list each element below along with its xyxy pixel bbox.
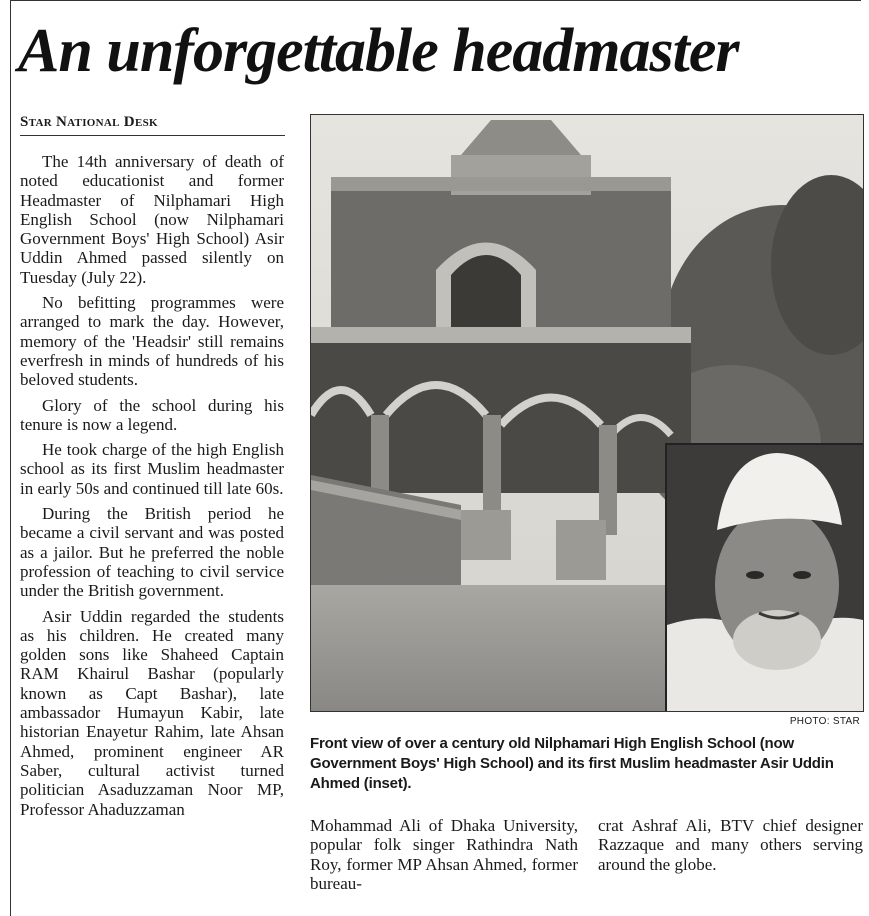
article-headline: An unforgettable headmaster <box>18 17 739 85</box>
left-rule <box>10 0 11 916</box>
paragraph: Asir Uddin regarded the students as his children. He created many golden sons like Shaheed Captain RAM Khairul Bashar (popularly known as Capt Bashar), late ambassador Humayun Kabir, late historian Enayetur Rahim, late Ahsan Ahmed, prominent engineer AR Saber, cultural activist turned politician Asaduzzaman Noor MP, Professor Ahaduzzaman <box>20 606 284 819</box>
top-rule <box>10 0 861 1</box>
paragraph: crat Ashraf Ali, BTV chief designer Razzaque and many others serving around the globe. <box>598 816 863 874</box>
article-body-column-3 <box>598 816 863 912</box>
paragraph: During the British period he became a civil servant and was posted as a jailor. But he preferred the noble profession of teaching to civil service under the British government. <box>20 504 284 601</box>
photo-caption: Front view of over a century old Nilphamari High English School (now Government Boys' High School) and its first Muslim headmaster Asir Uddin Ahmed (inset). <box>310 735 834 792</box>
byline: Star National Desk <box>20 114 285 136</box>
paragraph: The 14th anniversary of death of noted educationist and former Headmaster of Nilphamari High English School (now Nilphamari Government Boys' High School) Asir Uddin Ahmed passed silently on Tuesday (July 22). <box>20 152 284 287</box>
article-body-column-1 <box>20 152 284 912</box>
paragraph: No befitting programmes were arranged to mark the day. However, memory of the 'Headsir' still remains everfresh in minds of hundreds of his beloved students. <box>20 293 284 390</box>
paragraph: Glory of the school during his tenure is now a legend. <box>20 395 284 434</box>
headmaster-portrait <box>665 443 863 711</box>
paragraph: He took charge of the high English school as its first Muslim headmaster in early 50s and continued till late 60s. <box>20 440 284 498</box>
article-body-column-2 <box>310 816 578 912</box>
photo-credit: PHOTO: STAR <box>789 716 860 727</box>
paragraph: Mohammad Ali of Dhaka University, popular folk singer Rathindra Nath Roy, former MP Ahsan Ahmed, former bureau- <box>310 816 578 893</box>
